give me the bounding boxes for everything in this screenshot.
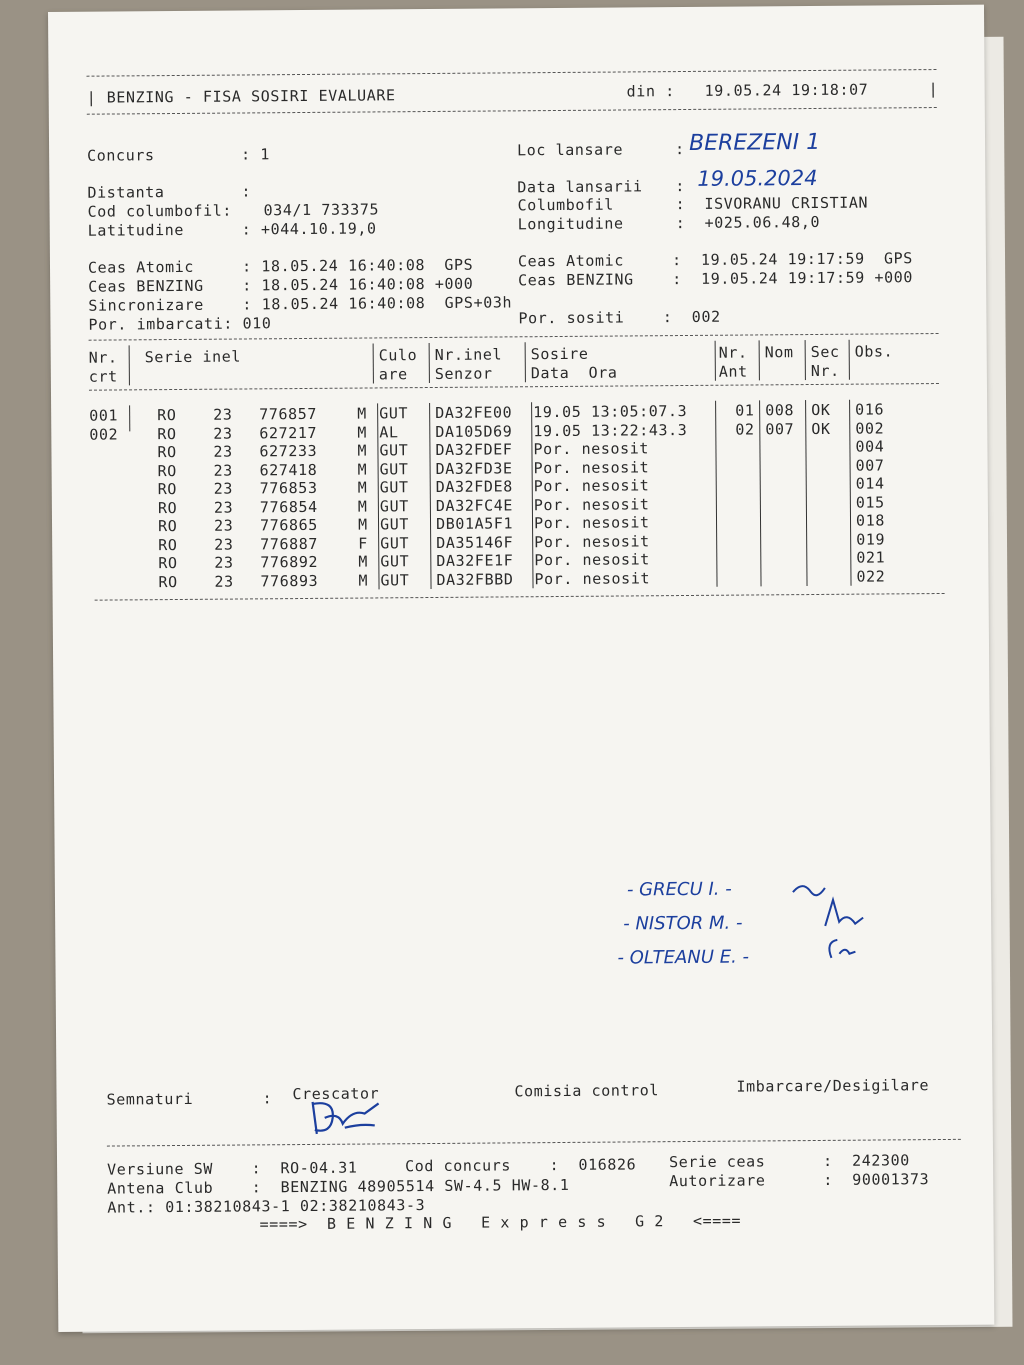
handwritten-note-1: - GRECU I. - — [626, 878, 732, 901]
cell-country: RO — [157, 424, 177, 443]
cell-obs: 015 — [855, 492, 885, 512]
latitudine-value: : +044.10.19,0 — [241, 219, 377, 239]
cod-columbofil-label: Cod columbofil: — [87, 201, 233, 221]
cell-color: GUT — [379, 496, 409, 515]
cell-year: 23 — [214, 572, 234, 591]
semnaturi-colon: : — [262, 1089, 273, 1108]
cell-sex: M — [357, 441, 368, 460]
crescator-label: Crescator — [292, 1084, 380, 1104]
cell-sensor-id: DA32FBBD — [436, 569, 514, 589]
cell-ring-number: 776887 — [260, 534, 319, 553]
loc-lansare-handwritten: BEREZENI 1 — [688, 129, 821, 156]
cell-obs: 021 — [856, 548, 886, 567]
cell-arrival: Por. nesosit — [533, 439, 650, 459]
cell-sex: M — [357, 460, 368, 479]
print-datetime: 19.05.24 19:18:07 — [704, 80, 869, 100]
ceas-benzing-start: Ceas BENZING : 18.05.24 16:40:08 +000 — [88, 274, 474, 296]
sincronizare: Sincronizare : 18.05.24 16:40:08 GPS+03h — [88, 293, 513, 315]
cell-country: RO — [158, 553, 178, 573]
longitudine-value: : +025.06.48,0 — [675, 212, 821, 233]
cell-nom: 007 — [765, 419, 795, 438]
cell-antenna: 02 — [735, 419, 755, 439]
cell-nom: 008 — [765, 401, 795, 420]
concurs-label: Concurs — [87, 146, 155, 165]
col-data-ora: Data Ora — [530, 363, 618, 383]
columbofil-value: : ISVORANU CRISTIAN — [675, 193, 869, 214]
col-obs: Obs. — [854, 342, 894, 361]
col-culoare-1: Culo — [378, 346, 418, 365]
cell-sensor-id: DA32FD3E — [435, 458, 513, 478]
distanta-label: Distanta — [87, 183, 165, 202]
table-header-rule — [89, 383, 939, 391]
cell-color: GUT — [379, 478, 409, 497]
handwritten-note-3: - OLTEANU E. - — [617, 946, 750, 969]
arrival-sheet-paper — [48, 5, 994, 1332]
cell-ring-number: 776893 — [260, 571, 319, 590]
cell-sex: M — [357, 423, 368, 442]
cell-nr-crt: 001 — [89, 406, 119, 425]
cell-year: 23 — [213, 479, 234, 498]
cell-nr-crt: 002 — [89, 424, 119, 444]
col-sosire: Sosire — [530, 344, 589, 364]
cell-year: 23 — [214, 553, 234, 572]
cell-obs: 014 — [855, 474, 885, 493]
cell-sec-nr: OK — [811, 419, 831, 438]
col-nom: Nom — [764, 343, 794, 362]
cell-sex: M — [357, 478, 368, 497]
cell-arrival: Por. nesosit — [533, 476, 650, 496]
ceas-atomic-start: Ceas Atomic : 18.05.24 16:40:08 GPS — [87, 255, 474, 277]
serie-ceas: Serie ceas : 242300 — [668, 1151, 910, 1172]
col-culoare-2: are — [378, 365, 408, 384]
cell-arrival: Por. nesosit — [534, 531, 650, 551]
cell-obs: 022 — [856, 566, 886, 586]
col-nr-inel: Nr.inel — [434, 345, 503, 364]
footer-rule — [107, 1139, 961, 1147]
cell-sensor-id: DA32FE00 — [435, 403, 513, 422]
cell-sensor-id: DA105D69 — [435, 421, 513, 441]
versiune-sw: Versiune SW : RO-04.31 — [107, 1158, 358, 1179]
cell-year: 23 — [213, 461, 233, 480]
device-banner: ====> B E N Z I N G E x p r e s s G 2 <==== — [259, 1211, 742, 1234]
cell-ring-number: 776892 — [260, 552, 319, 572]
crescator-signature — [304, 1091, 396, 1142]
table-top-rule — [89, 333, 939, 341]
handwritten-note-2: - NISTOR M. - — [623, 912, 743, 935]
cod-concurs: Cod concurs : 016826 — [405, 1155, 637, 1176]
cell-ring-number: 627418 — [259, 460, 318, 479]
cell-year: 23 — [214, 535, 234, 554]
ceas-atomic-end: Ceas Atomic : 19.05.24 19:17:59 GPS — [517, 249, 913, 271]
cell-obs: 004 — [855, 437, 885, 456]
col-nr-ant-2: Ant — [718, 362, 748, 381]
cell-year: 23 — [213, 442, 233, 461]
loc-lansare-label: Loc lansare — [517, 140, 624, 160]
cell-year: 23 — [213, 424, 233, 443]
header-right-bar: | — [928, 80, 939, 99]
top-rule — [87, 69, 937, 77]
longitudine-label: Longitudine — [517, 214, 624, 234]
distanta-value: : — [241, 182, 252, 201]
cell-color: AL — [379, 422, 399, 441]
cell-arrival: Por. nesosit — [533, 494, 650, 514]
header-left-bar: | — [86, 88, 97, 107]
cell-sec-nr: OK — [811, 400, 831, 420]
cell-ring-number: 627233 — [259, 441, 318, 461]
cell-ring-number: 627217 — [259, 423, 318, 442]
cell-arrival: 19.05 13:22:43.3 — [533, 420, 688, 440]
cell-arrival: Por. nesosit — [533, 457, 650, 477]
cell-country: RO — [157, 498, 178, 517]
din-label: din : — [626, 82, 675, 101]
imbarcare-desigilare-label: Imbarcare/Desigilare — [736, 1076, 930, 1096]
autorizare: Autorizare : 90001373 — [669, 1170, 930, 1191]
cod-columbofil-value: 034/1 733375 — [263, 200, 380, 220]
cell-obs: 016 — [855, 400, 885, 419]
cell-sensor-id: DA32FDEF — [435, 440, 513, 459]
col-serie-inel: Serie inel — [144, 347, 242, 367]
cell-ring-number: 776865 — [259, 515, 318, 535]
header-rule — [87, 107, 937, 115]
cell-color: GUT — [380, 533, 410, 552]
cell-sex: M — [357, 404, 367, 423]
cell-antenna: 01 — [735, 401, 755, 420]
table-bottom-rule — [95, 593, 945, 601]
loc-lansare-colon: : — [675, 140, 685, 159]
columbofil-label: Columbofil — [517, 195, 614, 215]
cell-arrival: 19.05 13:05:07.3 — [533, 401, 688, 422]
handwritten-initials — [787, 871, 898, 962]
col-senzor: Senzor — [434, 364, 493, 383]
cell-obs: 018 — [855, 511, 885, 530]
col-nr: Nr. — [88, 348, 118, 367]
cell-sensor-id: DA32FC4E — [435, 495, 514, 515]
antena-club: Antena Club : BENZING 48905514 SW-4.5 HW-8.1 — [107, 1175, 570, 1198]
cell-sex: F — [358, 534, 368, 553]
cell-country: RO — [157, 406, 177, 425]
latitudine-label: Latitudine — [87, 220, 185, 240]
cell-color: GUT — [379, 515, 410, 534]
col-crt: crt — [88, 367, 118, 386]
semnaturi-label: Semnaturi — [106, 1089, 194, 1109]
data-lansarii-colon: : — [675, 177, 686, 196]
cell-color: GUT — [380, 570, 410, 589]
cell-obs: 002 — [855, 418, 885, 438]
concurs-value: : 1 — [241, 145, 271, 164]
antene: Ant.: 01:38210843-1 02:38210843-3 — [107, 1196, 426, 1217]
cell-sex: M — [357, 515, 368, 534]
col-sec-1: Sec — [810, 342, 840, 362]
cell-obs: 007 — [855, 455, 885, 475]
cell-country: RO — [157, 461, 177, 480]
cell-obs: 019 — [856, 529, 886, 549]
cell-country: RO — [158, 535, 178, 554]
ceas-benzing-end: Ceas BENZING : 19.05.24 19:17:59 +000 — [518, 268, 914, 290]
cell-color: GUT — [379, 459, 409, 478]
cell-color: GUT — [379, 404, 409, 423]
comisia-control-label: Comisia control — [514, 1081, 660, 1101]
cell-color: GUT — [380, 552, 410, 571]
cell-color: GUT — [379, 441, 409, 460]
cell-sensor-id: DB01A5F1 — [435, 514, 514, 533]
por-sositi: Por. sositi : 002 — [518, 307, 721, 328]
data-lansarii-label: Data lansarii — [517, 177, 643, 197]
por-imbarcati: Por. imbarcati: 010 — [88, 314, 272, 334]
cell-sex: M — [358, 571, 369, 590]
cell-ring-number: 776853 — [259, 478, 318, 498]
cell-country: RO — [157, 517, 178, 536]
cell-sensor-id: DA32FE1F — [436, 551, 514, 570]
cell-country: RO — [157, 443, 177, 462]
cell-ring-number: 776854 — [259, 497, 318, 516]
cell-sex: M — [357, 497, 368, 516]
document-title: BENZING - FISA SOSIRI EVALUARE — [106, 86, 396, 107]
cell-ring-number: 776857 — [259, 404, 318, 424]
cell-country: RO — [157, 480, 178, 499]
cell-year: 23 — [213, 516, 234, 535]
data-lansarii-handwritten: 19.05.2024 — [697, 165, 818, 191]
cell-year: 23 — [213, 498, 234, 517]
cell-arrival: Por. nesosit — [533, 513, 650, 533]
cell-country: RO — [158, 572, 178, 591]
cell-year: 23 — [213, 405, 233, 424]
col-sec-2: Nr. — [810, 361, 840, 381]
col-nr-ant-1: Nr. — [718, 343, 748, 362]
cell-arrival: Por. nesosit — [534, 550, 650, 570]
cell-sensor-id: DA32FDE8 — [435, 477, 513, 496]
cell-arrival: Por. nesosit — [534, 568, 651, 588]
cell-sensor-id: DA35146F — [436, 532, 514, 552]
cell-sex: M — [358, 552, 369, 571]
